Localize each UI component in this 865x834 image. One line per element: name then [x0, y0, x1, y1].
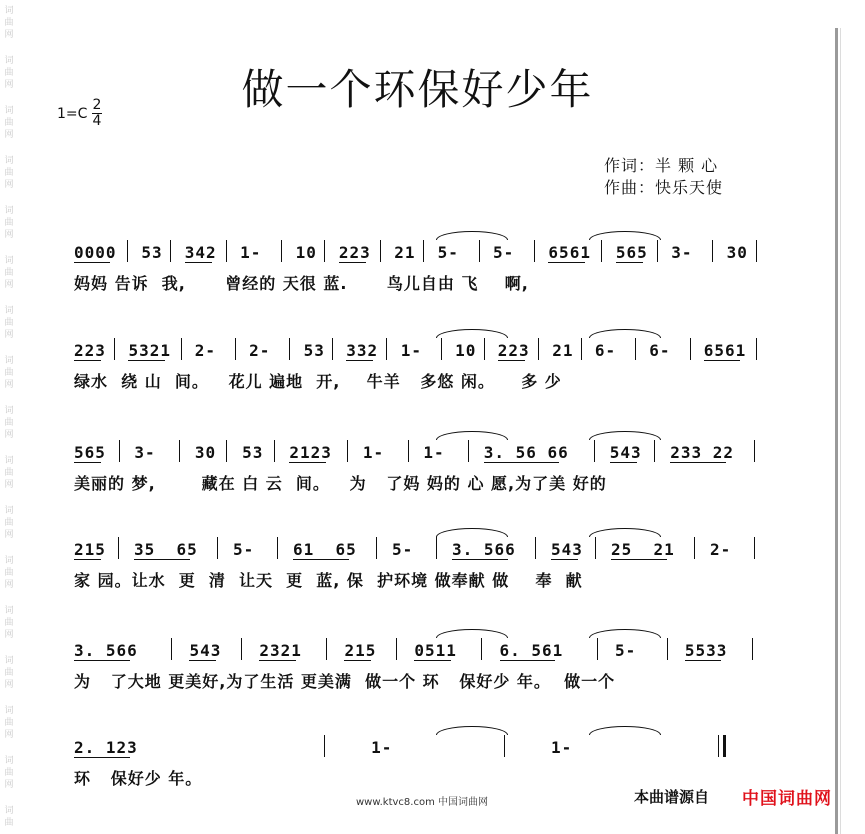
barline — [752, 638, 753, 660]
lyric-line: 绿水 绕 山 间。 花儿 遍地 开, 牛羊 多悠 闲。 多 少 — [74, 372, 562, 391]
watermark-glyph: 曲 — [4, 368, 14, 378]
watermark-glyph: 网 — [4, 230, 14, 240]
measure-notes: 61 65 — [292, 540, 357, 559]
measure-notes: 6561 — [548, 243, 591, 262]
watermark-glyph: 曲 — [4, 118, 14, 128]
watermark-glyph: 网 — [4, 30, 14, 40]
beam-underline — [616, 262, 643, 263]
measure-notes: 565 — [74, 443, 106, 462]
measure-notes: 1- — [400, 341, 422, 360]
slur-arc — [436, 329, 508, 338]
measure-notes: 10 — [455, 341, 477, 360]
watermark-glyph: 网 — [4, 330, 14, 340]
barline — [324, 735, 325, 757]
barline — [597, 638, 598, 660]
measure-notes: 543 — [609, 443, 642, 462]
barline — [479, 240, 480, 262]
beam-underline — [74, 757, 130, 758]
watermark-glyph: 词 — [4, 256, 14, 266]
barline — [756, 338, 757, 360]
watermark-glyph: 曲 — [4, 218, 14, 228]
barline — [535, 537, 536, 559]
measure-notes: 1- — [551, 738, 573, 757]
watermark-glyph: 曲 — [4, 568, 14, 578]
watermark-glyph: 网 — [4, 130, 14, 140]
barline — [127, 240, 128, 262]
measure-notes: 543 — [551, 540, 583, 559]
watermark-glyph: 词 — [4, 606, 14, 616]
beam-underline — [670, 462, 726, 463]
measure-notes: 6- — [649, 341, 671, 360]
barline — [690, 338, 691, 360]
measure-notes: 6. 561 — [499, 641, 564, 660]
barline — [226, 440, 227, 462]
barline — [654, 440, 655, 462]
barline — [756, 240, 757, 262]
measure-notes: 3. 56 66 — [483, 443, 569, 462]
right-margin-rule — [835, 28, 838, 834]
beam-underline — [134, 559, 190, 560]
barline — [754, 537, 755, 559]
beam-underline — [610, 462, 637, 463]
lyric-line: 美丽的 梦, 藏在 白 云 间。 为 了妈 妈的 心 愿,为了美 好的 — [74, 474, 607, 493]
watermark-glyph: 曲 — [4, 468, 14, 478]
measure-notes: 1- — [362, 443, 385, 462]
measure-notes: 6561 — [703, 341, 747, 360]
watermark-glyph: 网 — [4, 580, 14, 590]
barline — [281, 240, 282, 262]
measure-notes: 53 — [141, 243, 163, 262]
measure-notes: 5- — [437, 243, 459, 262]
watermark-glyph: 曲 — [4, 668, 14, 678]
measure-notes: 3. 566 — [74, 641, 138, 660]
beam-underline — [185, 262, 212, 263]
barline — [754, 440, 755, 462]
barline — [241, 638, 242, 660]
watermark-glyph: 词 — [4, 556, 14, 566]
measure-notes: 2321 — [259, 641, 302, 660]
beam-underline — [74, 262, 110, 263]
slur-arc — [589, 629, 661, 638]
beam-underline — [128, 360, 164, 361]
barline — [179, 440, 180, 462]
watermark-glyph: 词 — [4, 806, 14, 816]
watermark-glyph: 曲 — [4, 818, 14, 828]
measure-notes: 2- — [710, 540, 732, 559]
barline — [504, 735, 505, 757]
measure-notes: 5- — [392, 540, 414, 559]
measure-notes: 215 — [344, 641, 377, 660]
measure-notes: 30 — [726, 243, 748, 262]
watermark-glyph: 词 — [4, 656, 14, 666]
watermark-glyph: 网 — [4, 630, 14, 640]
watermark-glyph: 曲 — [4, 768, 14, 778]
watermark-glyph: 网 — [4, 530, 14, 540]
barline — [594, 440, 595, 462]
barline — [380, 240, 381, 262]
barline — [118, 537, 119, 559]
watermark-glyph: 词 — [4, 456, 14, 466]
barline — [468, 440, 469, 462]
measure-notes: 30 — [194, 443, 217, 462]
watermark-glyph: 词 — [4, 756, 14, 766]
measure-notes: 3- — [671, 243, 693, 262]
barline — [289, 338, 290, 360]
measure-notes: 5- — [614, 641, 637, 660]
watermark-glyph: 词 — [4, 56, 14, 66]
barline — [534, 240, 535, 262]
barline — [441, 338, 442, 360]
watermark-glyph: 曲 — [4, 68, 14, 78]
beam-underline — [346, 360, 373, 361]
lyric-line: 妈妈 告诉 我, 曾经的 天很 蓝. 鸟儿自由 飞 啊, — [74, 274, 529, 293]
beam-underline — [339, 262, 366, 263]
beam-underline — [484, 462, 559, 463]
measure-notes: 565 — [615, 243, 648, 262]
measure-notes: 0000 — [74, 243, 117, 262]
barline — [332, 338, 333, 360]
barline — [171, 638, 172, 660]
watermark-glyph: 曲 — [4, 718, 14, 728]
barline — [436, 537, 437, 559]
barline — [667, 638, 668, 660]
beam-underline — [551, 559, 578, 560]
watermark-glyph: 曲 — [4, 268, 14, 278]
lyric-line: 环 保好少 年。 — [74, 769, 203, 788]
measure-notes: 25 21 — [610, 540, 675, 559]
beam-underline — [500, 660, 556, 661]
barline — [114, 338, 115, 360]
barline — [170, 240, 171, 262]
slur-arc — [436, 726, 508, 735]
beam-underline — [452, 559, 508, 560]
watermark-glyph: 曲 — [4, 168, 14, 178]
beam-underline — [74, 360, 101, 361]
source-label: 本曲谱源自 — [634, 788, 710, 806]
measure-notes: 3. 566 — [451, 540, 516, 559]
barline — [712, 240, 713, 262]
watermark-glyph: 词 — [4, 506, 14, 516]
slur-arc — [589, 329, 661, 338]
beam-underline — [548, 262, 584, 263]
beam-underline — [685, 660, 721, 661]
measure-notes: 233 22 — [670, 443, 734, 462]
watermark-glyph: 网 — [4, 380, 14, 390]
barline — [657, 240, 658, 262]
barline — [376, 537, 377, 559]
watermark-glyph: 曲 — [4, 318, 14, 328]
barline — [694, 537, 695, 559]
barline — [347, 440, 348, 462]
slur-arc — [436, 231, 508, 240]
barline — [423, 240, 424, 262]
measure-notes: 35 65 — [133, 540, 198, 559]
measure-notes: 6- — [594, 341, 617, 360]
measure-notes: 3- — [134, 443, 156, 462]
watermark-glyph: 曲 — [4, 518, 14, 528]
beam-underline — [74, 660, 130, 661]
final-barline-thin — [718, 735, 719, 757]
measure-notes: 5- — [493, 243, 515, 262]
slur-arc — [589, 431, 661, 440]
watermark-glyph: 词 — [4, 356, 14, 366]
watermark-glyph: 网 — [4, 80, 14, 90]
barline — [226, 240, 227, 262]
watermark-glyph: 词 — [4, 206, 14, 216]
beam-underline — [259, 660, 295, 661]
key-signature: 1=C — [57, 106, 88, 122]
measure-notes: 223 — [338, 243, 371, 262]
final-barline — [723, 735, 726, 757]
watermark-glyph: 网 — [4, 730, 14, 740]
watermark-glyph: 网 — [4, 780, 14, 790]
barline — [386, 338, 387, 360]
beam-underline — [498, 360, 525, 361]
song-title: 做一个环保好少年 — [241, 65, 594, 114]
slur-arc — [436, 528, 508, 537]
watermark-glyph: 词 — [4, 6, 14, 16]
right-margin-rule-light — [840, 28, 841, 834]
barline — [324, 240, 325, 262]
barline — [277, 537, 278, 559]
beam-underline — [74, 559, 101, 560]
measure-notes: 1- — [240, 243, 262, 262]
slur-arc — [589, 231, 661, 240]
barline — [181, 338, 182, 360]
barline — [595, 537, 596, 559]
barline — [581, 338, 582, 360]
side-watermark — [2, 0, 16, 834]
lyricist-credit: 作词：半 颗 心 — [604, 156, 719, 175]
measure-notes: 53 — [242, 443, 264, 462]
time-signature-top: 2 — [92, 97, 102, 113]
watermark-glyph: 曲 — [4, 418, 14, 428]
lyric-line: 为 了大地 更美好,为了生活 更美满 做一个 环 保好少 年。 做一个 — [74, 672, 616, 691]
beam-underline — [344, 660, 371, 661]
measure-notes: 5533 — [684, 641, 728, 660]
beam-underline — [414, 660, 450, 661]
slur-arc — [589, 528, 661, 537]
barline — [484, 338, 485, 360]
measure-notes: 223 — [497, 341, 530, 360]
measure-notes: 2123 — [289, 443, 332, 462]
brand-logo: 中国词曲网 — [742, 789, 832, 809]
measure-notes: 10 — [295, 243, 317, 262]
time-signature-bottom: 4 — [92, 113, 102, 129]
measure-notes: 2. 123 — [74, 738, 138, 757]
measure-notes: 1- — [371, 738, 393, 757]
beam-underline — [74, 462, 101, 463]
measure-notes: 215 — [74, 540, 106, 559]
beam-underline — [189, 660, 216, 661]
measure-notes: 0511 — [414, 641, 457, 660]
beam-underline — [704, 360, 740, 361]
watermark-glyph: 词 — [4, 706, 14, 716]
measure-notes: 21 — [394, 243, 416, 262]
watermark-glyph: 网 — [4, 480, 14, 490]
barline — [635, 338, 636, 360]
barline — [408, 440, 409, 462]
measure-notes: 543 — [189, 641, 222, 660]
watermark-glyph: 网 — [4, 430, 14, 440]
barline — [396, 638, 397, 660]
measure-notes: 342 — [184, 243, 217, 262]
measure-notes: 223 — [74, 341, 106, 360]
beam-underline — [293, 559, 349, 560]
barline — [538, 338, 539, 360]
barline — [274, 440, 275, 462]
watermark-glyph: 曲 — [4, 18, 14, 28]
watermark-glyph: 词 — [4, 106, 14, 116]
watermark-glyph: 网 — [4, 680, 14, 690]
time-signature — [92, 98, 102, 129]
composer-credit: 作曲：快乐天使 — [604, 178, 724, 197]
beam-underline — [611, 559, 667, 560]
measure-notes: 2- — [194, 341, 216, 360]
measure-notes: 53 — [303, 341, 325, 360]
barline — [217, 537, 218, 559]
measure-notes: 5- — [233, 540, 255, 559]
barline — [119, 440, 120, 462]
watermark-glyph: 词 — [4, 306, 14, 316]
measure-notes: 1- — [423, 443, 445, 462]
measure-notes: 5321 — [128, 341, 171, 360]
lyric-line: 家 园。让水 更 清 让天 更 蓝, 保 护环境 做奉献 做 奉 献 — [74, 571, 583, 590]
barline — [601, 240, 602, 262]
beam-underline — [289, 462, 325, 463]
footer-url: www.ktvc8.com 中国词曲网 — [356, 797, 489, 808]
watermark-glyph: 词 — [4, 156, 14, 166]
slur-arc — [436, 629, 508, 638]
measure-notes: 2- — [249, 341, 271, 360]
barline — [481, 638, 482, 660]
measure-notes: 332 — [346, 341, 379, 360]
watermark-glyph: 网 — [4, 180, 14, 190]
measure-notes: 21 — [552, 341, 574, 360]
slur-arc — [589, 726, 661, 735]
watermark-glyph: 词 — [4, 406, 14, 416]
barline — [235, 338, 236, 360]
slur-arc — [436, 431, 508, 440]
watermark-glyph: 曲 — [4, 618, 14, 628]
barline — [326, 638, 327, 660]
watermark-glyph: 网 — [4, 280, 14, 290]
